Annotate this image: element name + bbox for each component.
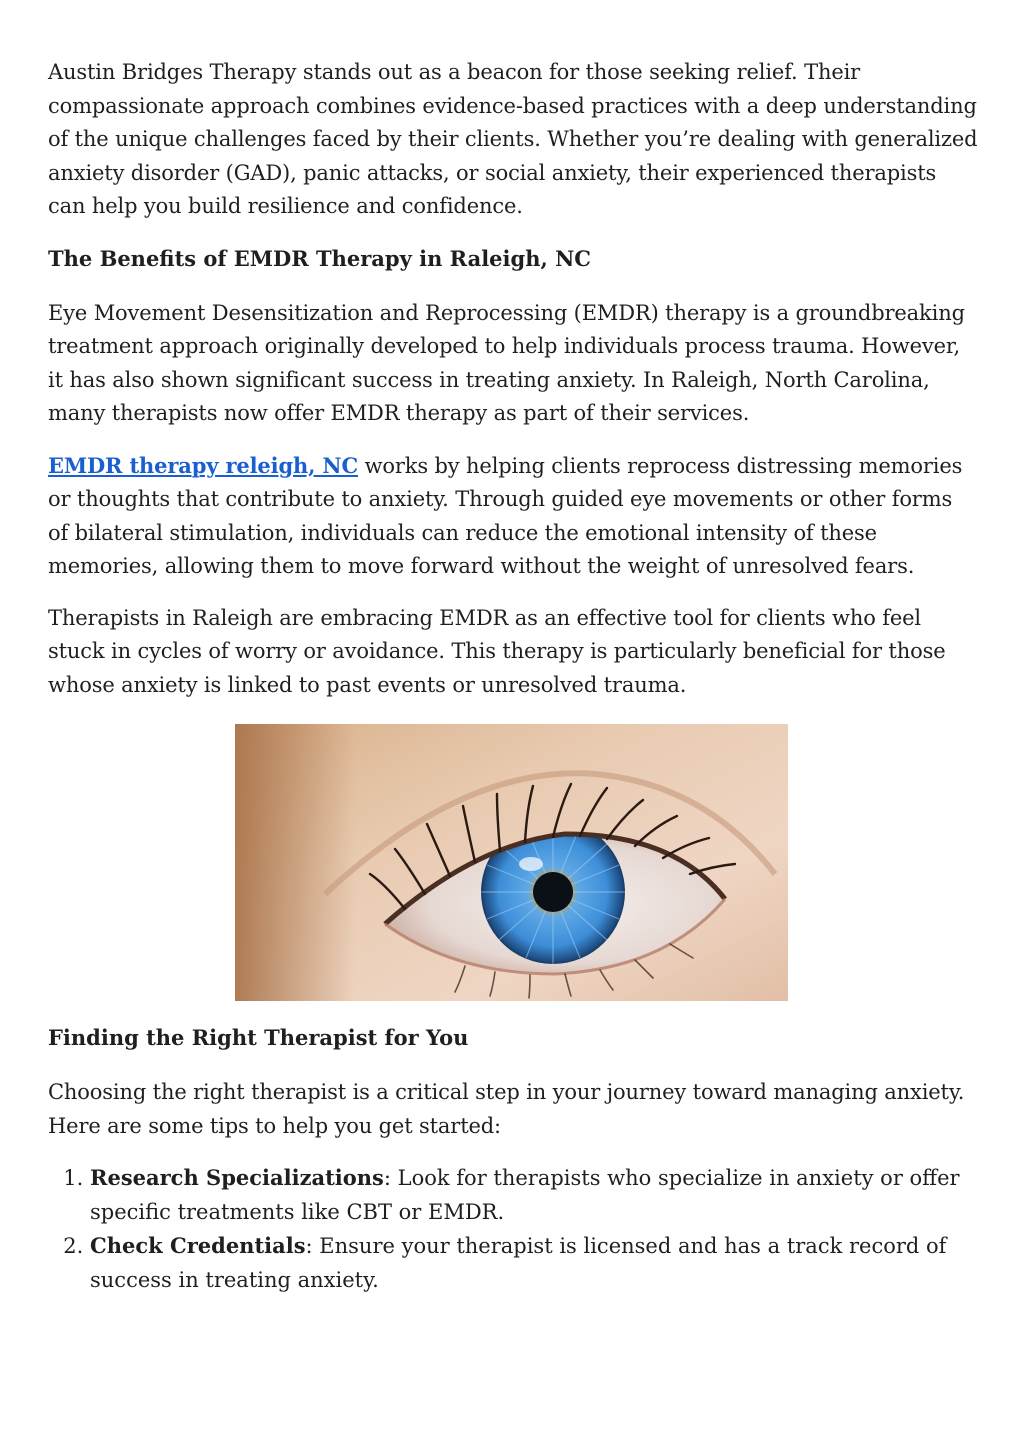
emdr-works-text: works by helping clients reprocess distressing memories or thoughts that contribute to anxiety. Through guided eye movements or other forms of bilateral stimulation, individuals can reduce the emotional intensity of these memories, allowing them to move forward without the weight of unresolved fears. [48,453,963,578]
tips-list [48,1161,978,1297]
article [48,56,978,1297]
benefits-heading: The Benefits of EMDR Therapy in Raleigh, NC [48,245,592,271]
list-item [90,1229,978,1297]
intro-paragraph: Austin Bridges Therapy stands out as a beacon for those seeking relief. Their compassionate approach combines evidence-based practices with a deep understanding of the unique challenges faced by their clients. Whether you’re dealing with generalized anxiety disorder (GAD), panic attacks, or social anxiety, their experienced therapists can help you build resilience and confidence. [48,60,978,218]
choosing-paragraph: Choosing the right therapist is a critical step in your journey toward managing anxiety. Here are some tips to help you get started: [48,1080,965,1138]
eye-illustration [235,724,788,1001]
tip-title: Research Specializations [90,1165,384,1190]
emdr-works-paragraph [48,449,978,584]
emdr-raleigh-paragraph: Therapists in Raleigh are embracing EMDR as an effective tool for clients who feel stuck in cycles of worry or avoidance. This therapy is particularly beneficial for those whose anxiety is linked to past events or unresolved trauma. [48,605,946,697]
emdr-intro-paragraph: Eye Movement Desensitization and Reprocessing (EMDR) therapy is a groundbreaking treatment approach originally developed to help individuals process trauma. However, it has also shown significant success in treating anxiety. In Raleigh, North Carolina, many therapists now offer EMDR therapy as part of their services. [48,300,965,425]
list-item [90,1161,978,1229]
tip-title: Check Credentials [90,1233,306,1258]
emdr-therapy-link[interactable]: EMDR therapy releigh, NC [48,452,359,478]
tip-text: : Ensure your therapist is licensed and has a track record of success in treating anxiety. [90,1234,947,1292]
eye-photo [235,724,788,1001]
tip-text: : Look for therapists who specialize in anxiety or offer specific treatments like CBT or EMDR. [90,1166,960,1224]
finding-heading: Finding the Right Therapist for You [48,1025,469,1050]
